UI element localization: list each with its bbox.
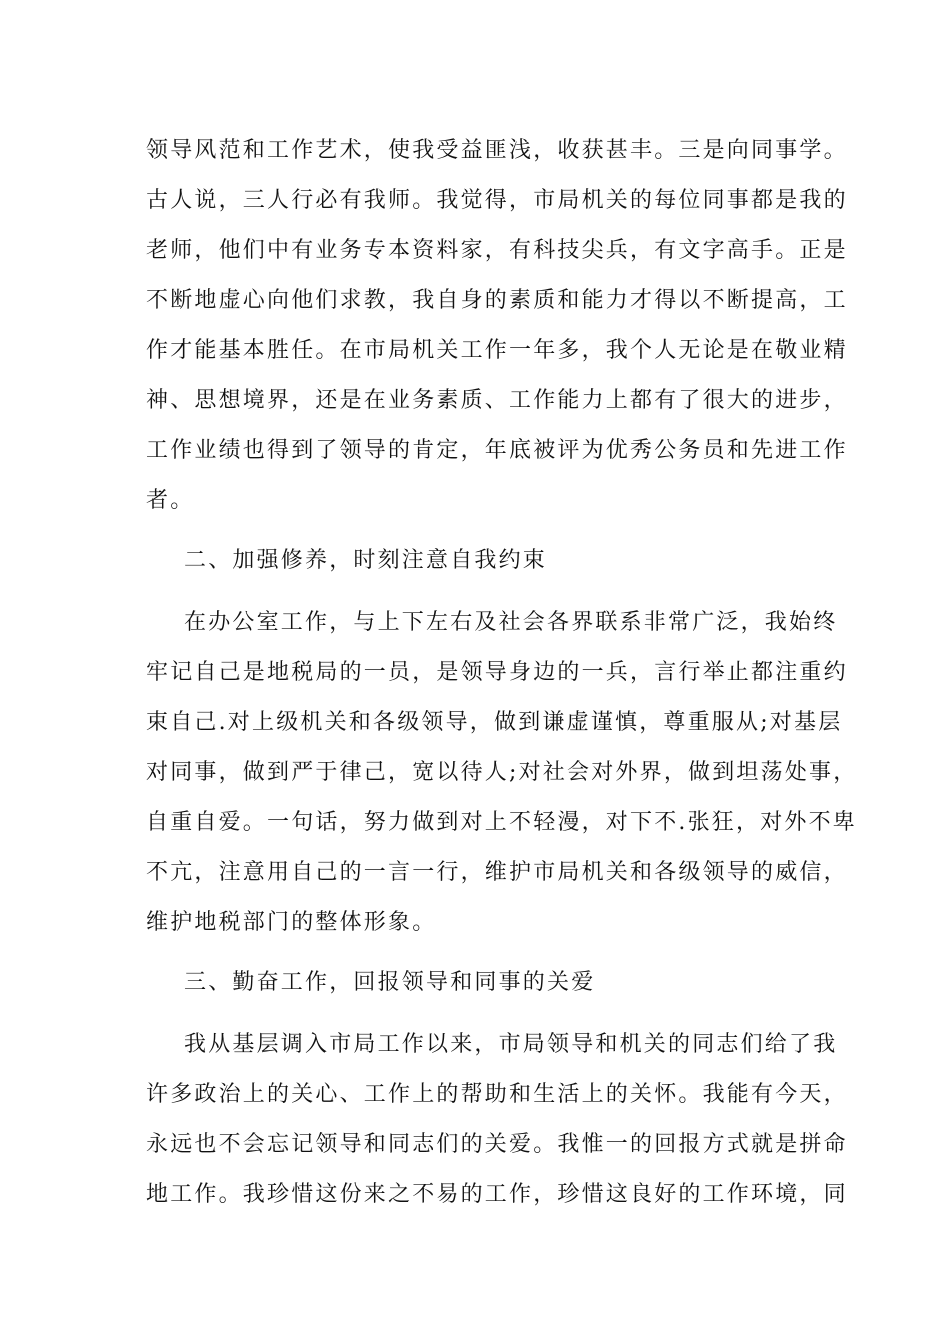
text-line: 作才能基本胜任。在市局机关工作一年多，我个人无论是在敬业精 [146, 338, 848, 363]
text-line: 工作业绩也得到了领导的肯定，年底被评为优秀公务员和先进工作 [146, 438, 848, 463]
section-heading-3: 三、勤奋工作，回报领导和同事的关爱 [184, 970, 596, 995]
text-line: 对同事，做到严于律己，宽以待人;对社会对外界，做到坦荡处事， [146, 760, 858, 785]
text-line: 束自己.对上级机关和各级领导，做到谦虚谨慎，尊重服从;对基层 [146, 710, 843, 735]
section-heading-2: 二、加强修养，时刻注意自我约束 [184, 548, 548, 573]
text-line: 古人说，三人行必有我师。我觉得，市局机关的每位同事都是我的 [146, 188, 848, 213]
text-line: 永远也不会忘记领导和同志们的关爱。我惟一的回报方式就是拼命 [146, 1132, 848, 1157]
text-line: 神、思想境界，还是在业务素质、工作能力上都有了很大的进步， [146, 388, 848, 413]
text-line: 不断地虚心向他们求教，我自身的素质和能力才得以不断提高，工 [146, 288, 848, 313]
text-line: 我从基层调入市局工作以来，市局领导和机关的同志们给了我 [184, 1032, 838, 1057]
text-line: 自重自爱。一句话，努力做到对上不轻漫，对下不.张狂，对外不卑 [146, 810, 857, 835]
text-line: 地工作。我珍惜这份来之不易的工作，珍惜这良好的工作环境，同 [146, 1182, 848, 1207]
text-line: 牢记自己是地税局的一员，是领导身边的一兵，言行举止都注重约 [146, 660, 848, 685]
text-line: 不亢，注意用自己的一言一行，维护市局机关和各级领导的威信， [146, 860, 848, 885]
text-line: 在办公室工作，与上下左右及社会各界联系非常广泛，我始终 [184, 610, 838, 635]
text-line: 领导风范和工作艺术，使我受益匪浅，收获甚丰。三是向同事学。 [146, 138, 848, 163]
text-line: 者。 [146, 488, 195, 513]
text-line: 许多政治上的关心、工作上的帮助和生活上的关怀。我能有今天， [146, 1082, 848, 1107]
text-line: 维护地税部门的整体形象。 [146, 910, 437, 935]
text-line: 老师，他们中有业务专本资料家，有科技尖兵，有文字高手。正是 [146, 238, 848, 263]
